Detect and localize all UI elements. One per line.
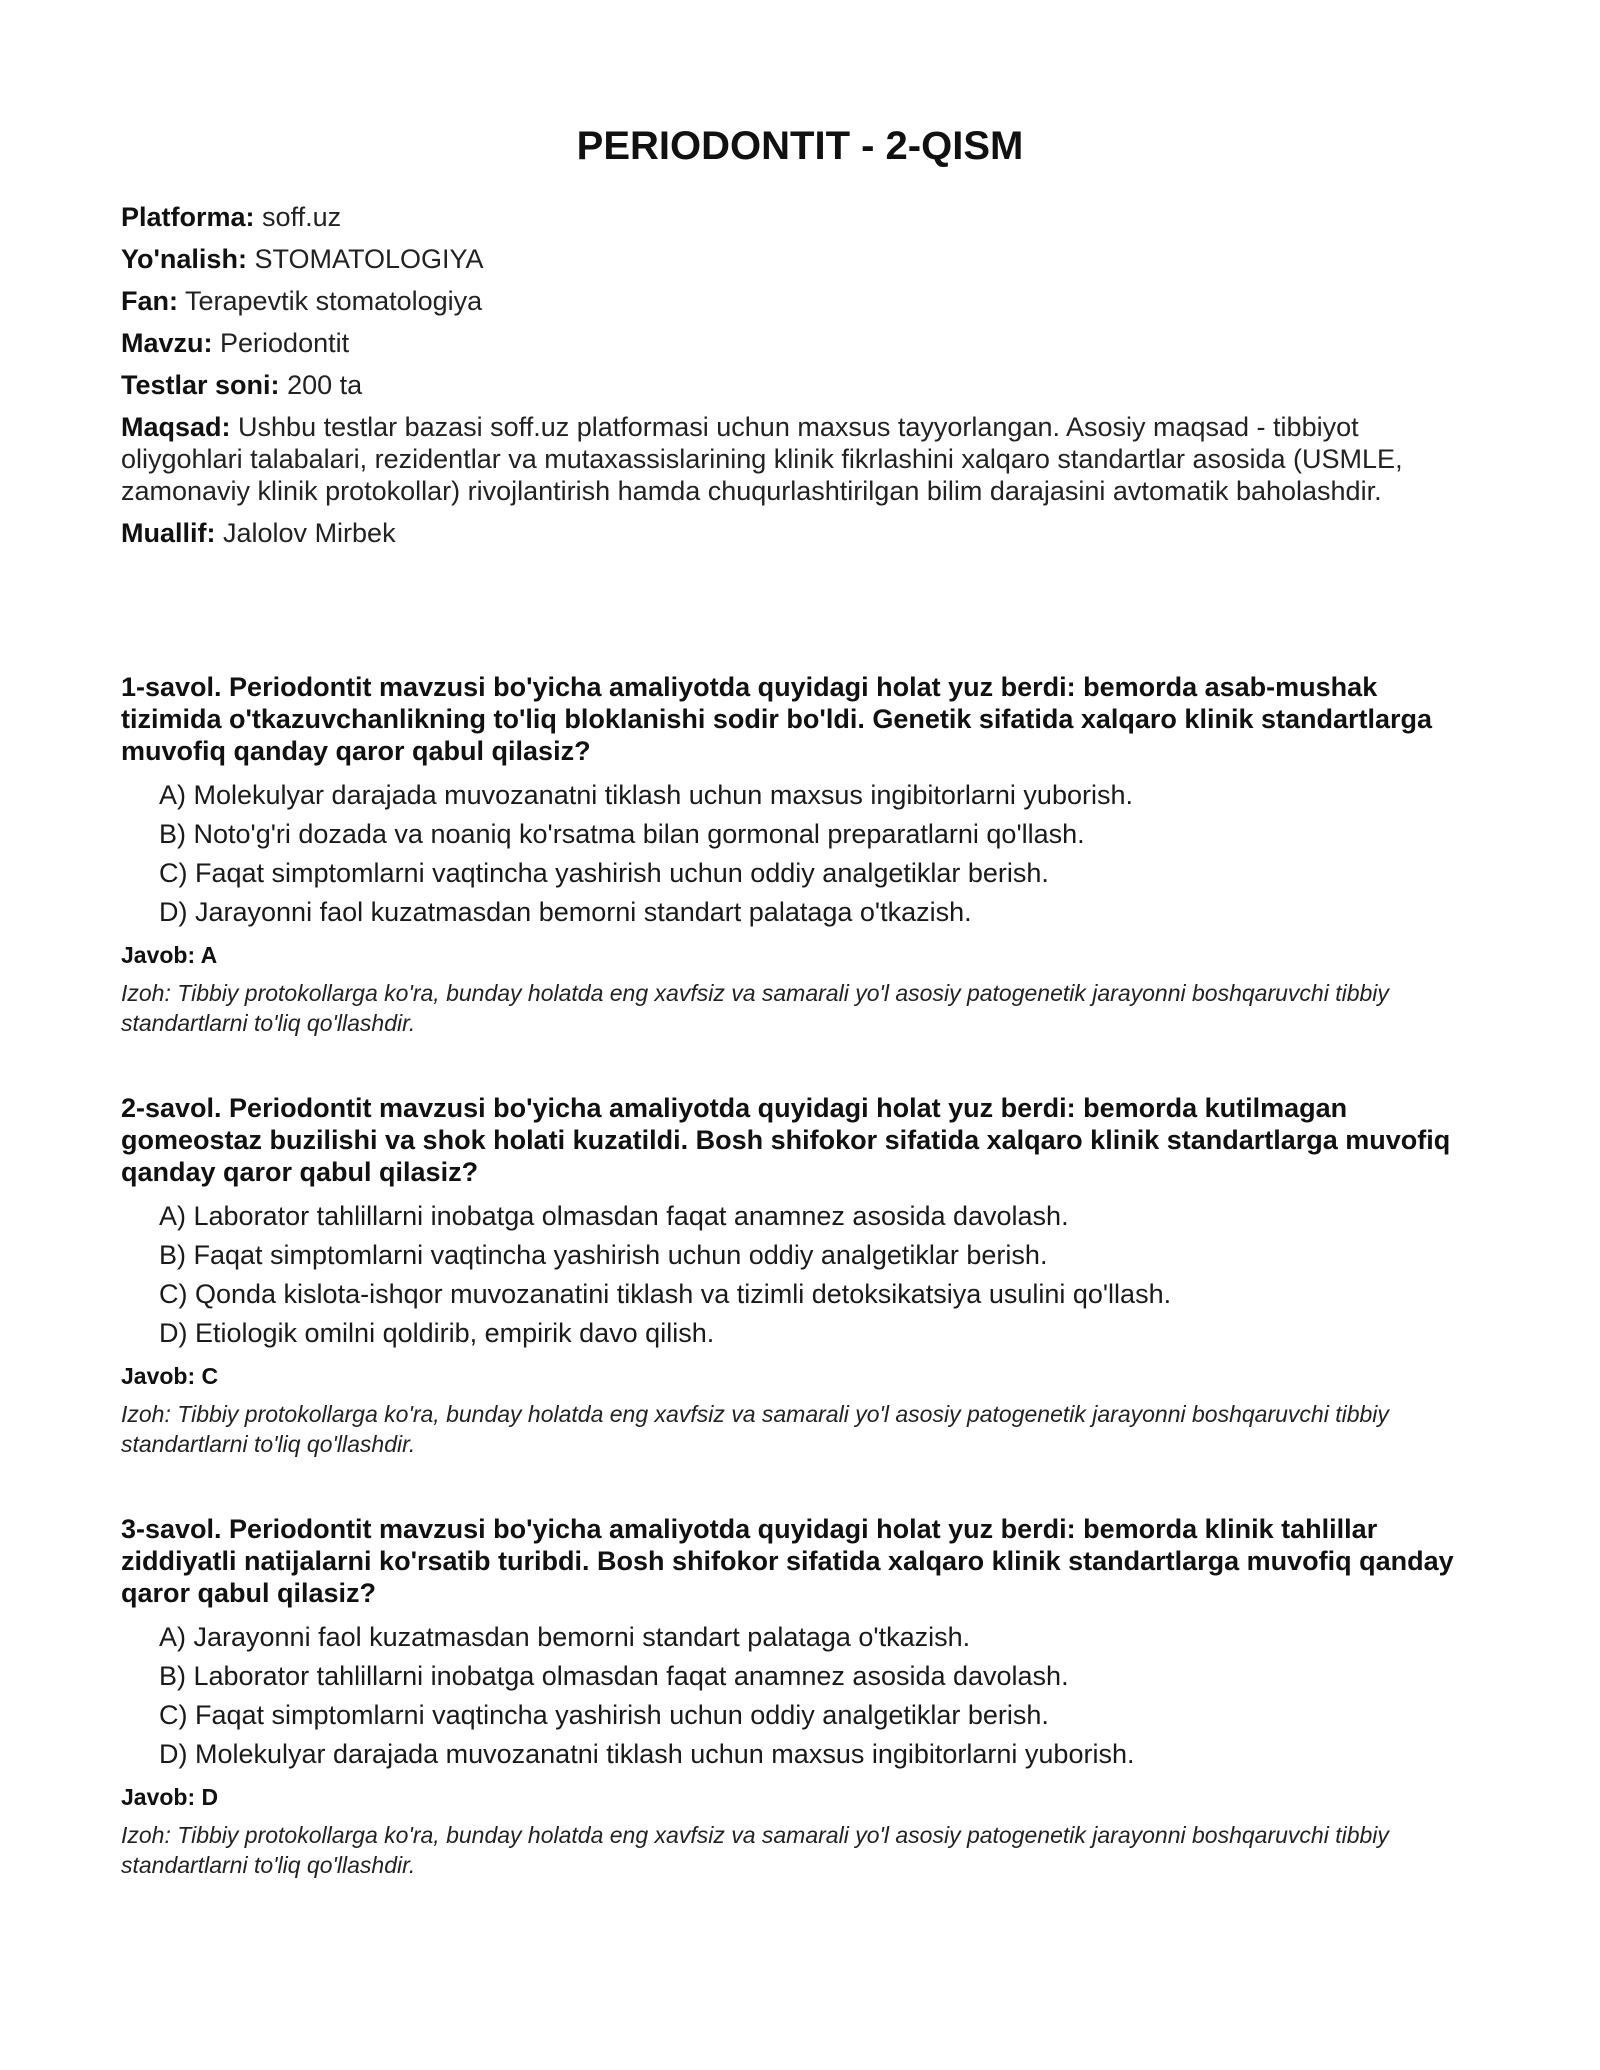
answer-options [121, 1621, 1481, 1770]
answer-explanation: Izoh: Tibbiy protokollarga ko'ra, bunday holatda eng xavfsiz va samarali yo'l asosiy patogenetik jarayonni boshqaruvchi tibbiy standartlarni to'liq qo'llashdir. [121, 1822, 1389, 1878]
questions-list [121, 671, 1481, 1934]
meta-row-test-count [121, 369, 1481, 401]
meta-value: Jalolov Mirbek [223, 518, 396, 548]
option-d: D) Etiologik omilni qoldirib, empirik davo qilish. [159, 1318, 715, 1348]
answer-options [121, 1200, 1481, 1349]
document-title: PERIODONTIT - 2-QISM [576, 124, 1024, 168]
meta-value: 200 ta [287, 370, 363, 400]
meta-key: Yo'nalish: [121, 244, 247, 274]
option-c: C) Faqat simptomlarni vaqtincha yashirish uchun oddiy analgetiklar berish. [159, 858, 1049, 888]
meta-key: Platforma: [121, 202, 255, 232]
question-2 [121, 1092, 1481, 1459]
option-a: A) Jarayonni faol kuzatmasdan bemorni standart palataga o'tkazish. [159, 1622, 971, 1652]
meta-row-platform [121, 201, 1481, 233]
meta-row-direction [121, 243, 1481, 275]
question-text: 1-savol. Periodontit mavzusi bo'yicha amaliyotda quyidagi holat yuz berdi: bemorda asab-mushak tizimida o'tkazuvchanlikning to'liq bloklanishi sodir bo'ldi. Genetik sifatida xalqaro klinik standartlarga muvofiq qanday qaror qabul qilasiz? [121, 672, 1433, 766]
correct-answer: Javob: D [121, 1784, 219, 1810]
meta-row-topic [121, 327, 1481, 359]
meta-key: Testlar soni: [121, 370, 280, 400]
meta-value: Ushbu testlar bazasi soff.uz platformasi uchun maxsus tayyorlangan. Asosiy maqsad - tibbiyot oliygohlari talabalari, rezidentlar va mutaxassislarining klinik fikrlashini xalqaro standartlar asosida (USMLE, zamonaviy klinik protokollar) rivojlantirish hamda chuqurlashtirilgan bilim darajasini avtomatik baholashdir. [121, 412, 1403, 506]
meta-row-subject [121, 285, 1481, 317]
meta-value: Terapevtik stomatologiya [185, 286, 483, 316]
meta-value: soff.uz [262, 202, 342, 232]
question-text: 3-savol. Periodontit mavzusi bo'yicha amaliyotda quyidagi holat yuz berdi: bemorda klinik tahlillar ziddiyatli natijalarni ko'rsatib turibdi. Bosh shifokor sifatida xalqaro klinik standartlarga muvofiq qanday qaror qabul qilasiz? [121, 1514, 1454, 1608]
option-a: A) Laborator tahlillarni inobatga olmasdan faqat anamnez asosida davolash. [159, 1201, 1069, 1231]
answer-explanation: Izoh: Tibbiy protokollarga ko'ra, bunday holatda eng xavfsiz va samarali yo'l asosiy patogenetik jarayonni boshqaruvchi tibbiy standartlarni to'liq qo'llashdir. [121, 980, 1389, 1036]
answer-options [121, 779, 1481, 928]
meta-row-author [121, 517, 1481, 549]
meta-value: STOMATOLOGIYA [254, 244, 484, 274]
option-a: A) Molekulyar darajada muvozanatni tiklash uchun maxsus ingibitorlarni yuborish. [159, 780, 1133, 810]
answer-explanation: Izoh: Tibbiy protokollarga ko'ra, bunday holatda eng xavfsiz va samarali yo'l asosiy patogenetik jarayonni boshqaruvchi tibbiy standartlarni to'liq qo'llashdir. [121, 1401, 1389, 1457]
question-text: 2-savol. Periodontit mavzusi bo'yicha amaliyotda quyidagi holat yuz berdi: bemorda kutilmagan gomeostaz buzilishi va shok holati kuzatildi. Bosh shifokor sifatida xalqaro klinik standartlarga muvofiq qanday qaror qabul qilasiz? [121, 1093, 1451, 1187]
option-c: C) Faqat simptomlarni vaqtincha yashirish uchun oddiy analgetiklar berish. [159, 1700, 1049, 1730]
option-b: B) Noto'g'ri dozada va noaniq ko'rsatma bilan gormonal preparatlarni qo'llash. [159, 819, 1085, 849]
meta-key: Maqsad: [121, 412, 231, 442]
metadata-block [121, 201, 1481, 559]
option-b: B) Faqat simptomlarni vaqtincha yashirish uchun oddiy analgetiklar berish. [159, 1240, 1048, 1270]
meta-key: Fan: [121, 286, 178, 316]
option-c: C) Qonda kislota-ishqor muvozanatini tiklash va tizimli detoksikatsiya usulini qo'llash. [159, 1279, 1172, 1309]
meta-key: Muallif: [121, 518, 216, 548]
option-d: D) Molekulyar darajada muvozanatni tiklash uchun maxsus ingibitorlarni yuborish. [159, 1739, 1135, 1769]
question-3 [121, 1513, 1481, 1880]
meta-key: Mavzu: [121, 328, 213, 358]
option-b: B) Laborator tahlillarni inobatga olmasdan faqat anamnez asosida davolash. [159, 1661, 1069, 1691]
option-d: D) Jarayonni faol kuzatmasdan bemorni standart palataga o'tkazish. [159, 897, 972, 927]
meta-row-purpose [121, 411, 1481, 507]
correct-answer: Javob: C [121, 1363, 219, 1389]
correct-answer: Javob: A [121, 942, 218, 968]
meta-value: Periodontit [220, 328, 350, 358]
question-1 [121, 671, 1481, 1038]
